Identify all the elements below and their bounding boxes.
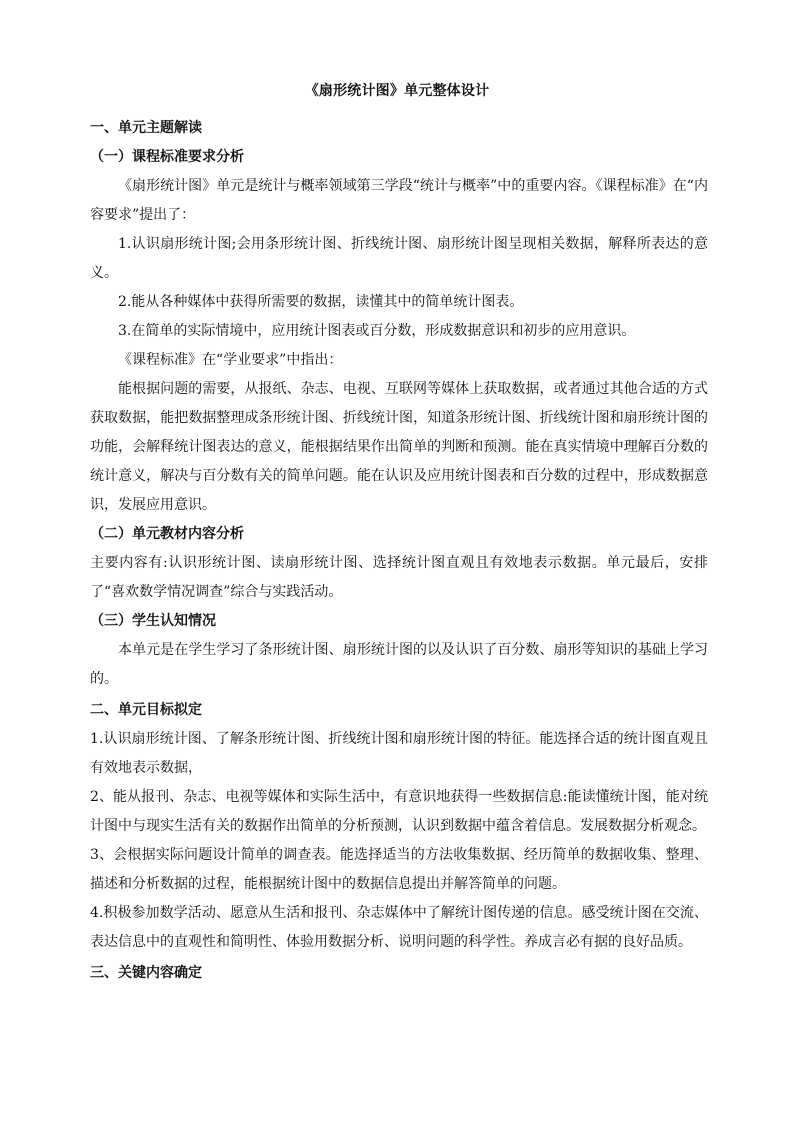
content-requirement-3: 3.在简单的实际情境中，应用统计图表或百分数，形成数据意识和初步的应用意识。 bbox=[118, 323, 636, 339]
paragraph-standard-intro: 《扇形统计图》单元是统计与概率领域第三学段“统计与概率”中的重要内容。《课程标准》在“内容要求”提出了： bbox=[90, 178, 708, 223]
goal-item-4: 4.积极参加数学活动、愿意从生活和报刊、杂志媒体中了解统计图传递的信息。感受统计图在交流、表达信息中的直观性和简明性、体验用数据分析、说明问题的科学性。养成言必有据的良好品质。 bbox=[90, 905, 708, 950]
paragraph-academic-requirement: 《课程标准》在“学业要求”中指出： bbox=[118, 352, 343, 368]
subsection-heading-1-2: （二）单元教材内容分析 bbox=[90, 526, 244, 542]
document-body bbox=[90, 112, 708, 988]
paragraph-student-cognition: 本单元是在学生学习了条形统计图、扇形统计图的以及认识了百分数、扇形等知识的基础上学习的。 bbox=[90, 642, 708, 687]
goal-item-1: 1.认识扇形统计图、了解条形统计图、折线统计图和扇形统计图的特征。能选择合适的统计图直观且有效地表示数据， bbox=[90, 731, 708, 776]
document-title: 《扇形统计图》单元整体设计 bbox=[304, 83, 490, 99]
goal-item-3: 3、会根据实际问题设计简单的调查表。能选择适当的方法收集数据、经历简单的数据收集、整理、描述和分析数据的过程，能根据统计图中的数据信息提出并解答简单的问题。 bbox=[90, 847, 708, 892]
section-heading-3: 三、关键内容确定 bbox=[90, 965, 202, 981]
goal-item-2: 2、能从报刊、杂志、电视等媒体和实际生活中，有意识地获得一些数据信息:能读懂统计图，能对统计图中与现实生活有关的数据作出简单的分析预测，认识到数据中蕴含着信息。发展数据分析观念。 bbox=[90, 789, 708, 834]
paragraph-academic-detail: 能根据问题的需要，从报纸、杂志、电视、互联网等媒体上获取数据，或者通过其他合适的方式获取数据，能把数据整理成条形统计图、折线统计图，知道条形统计图、折线统计图和扇形统计图的功能，会解释统计图表达的意义，能根据结果作出简单的判断和预测。能在真实情境中理解百分数的统计意义，解决与百分数有关的简单问题。能在认识及应用统计图表和百分数的过程中，形成数据意识，发展应用意识。 bbox=[90, 381, 708, 513]
section-heading-2: 二、单元目标拟定 bbox=[90, 702, 202, 718]
content-requirement-2: 2.能从各种媒体中获得所需要的数据，读懂其中的简单统计图表。 bbox=[118, 294, 524, 310]
content-requirement-1: 1.认识扇形统计图;会用条形统计图、折线统计图、扇形统计图呈现相关数据，解释所表达的意义。 bbox=[90, 236, 708, 281]
paragraph-textbook-content: 主要内容有:认识形统计图、读扇形统计图、选择统计图直观且有效地表示数据。单元最后，安排了“喜欢数学情况调查”综合与实践活动。 bbox=[90, 555, 708, 600]
subsection-heading-1-3: （三）学生认知情况 bbox=[90, 613, 216, 629]
section-heading-1: 一、单元主题解读 bbox=[90, 120, 202, 136]
subsection-heading-1-1: （一）课程标准要求分析 bbox=[90, 149, 244, 165]
